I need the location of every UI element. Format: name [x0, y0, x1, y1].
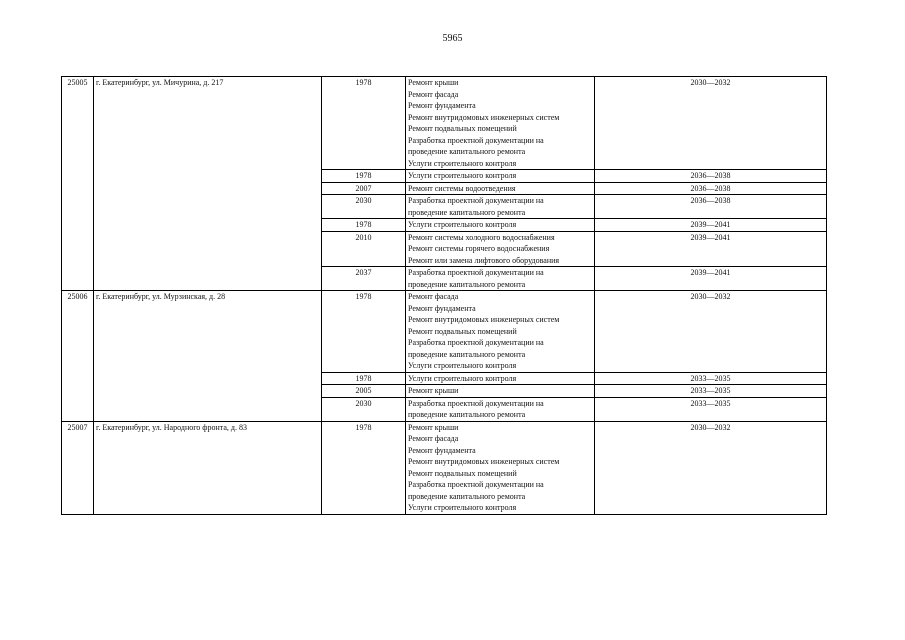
work-types: Услуги строительного контроля [406, 170, 595, 183]
commission-year: 2037 [322, 267, 406, 291]
work-types: Услуги строительного контроля [406, 219, 595, 232]
repair-period: 2033—2035 [595, 372, 827, 385]
building-address: г. Екатеринбург, ул. Мурзинская, д. 28 [94, 291, 322, 422]
table-row [62, 291, 827, 373]
commission-year: 1978 [322, 291, 406, 373]
work-types: Ремонт крыши Ремонт фасада Ремонт фундамента Ремонт внутридомовых инженерных систем Ремонт подвальных помещений Разработка проектной документации на проведение капитального ремонта Услуги строительного контроля [406, 421, 595, 514]
work-types: Разработка проектной документации на проведение капитального ремонта [406, 267, 595, 291]
commission-year: 2005 [322, 385, 406, 398]
building-number: 25006 [62, 291, 94, 422]
work-types: Ремонт крыши [406, 385, 595, 398]
repair-period: 2036—2038 [595, 195, 827, 219]
page-number: 5965 [442, 33, 463, 44]
building-address: г. Екатеринбург, ул. Народного фронта, д. 83 [94, 421, 322, 514]
work-types: Ремонт системы холодного водоснабжения Ремонт системы горячего водоснабжения Ремонт или замена лифтового оборудования [406, 231, 595, 267]
repair-period: 2030—2032 [595, 291, 827, 373]
commission-year: 2007 [322, 182, 406, 195]
commission-year: 1978 [322, 219, 406, 232]
commission-year: 2030 [322, 195, 406, 219]
repair-schedule-table [61, 76, 827, 515]
repair-period: 2039—2041 [595, 219, 827, 232]
commission-year: 1978 [322, 170, 406, 183]
table-row [62, 421, 827, 514]
repair-period: 2030—2032 [595, 421, 827, 514]
commission-year: 1978 [322, 372, 406, 385]
table-row [62, 77, 827, 170]
repair-period: 2036—2038 [595, 182, 827, 195]
repair-period: 2033—2035 [595, 385, 827, 398]
building-address: г. Екатеринбург, ул. Мичурина, д. 217 [94, 77, 322, 291]
commission-year: 2010 [322, 231, 406, 267]
work-types: Ремонт крыши Ремонт фасада Ремонт фундамента Ремонт внутридомовых инженерных систем Ремонт подвальных помещений Разработка проектной документации на проведение капитального ремонта Услуги строительного контроля [406, 77, 595, 170]
repair-period: 2039—2041 [595, 267, 827, 291]
repair-period: 2033—2035 [595, 397, 827, 421]
repair-period: 2039—2041 [595, 231, 827, 267]
repair-period: 2036—2038 [595, 170, 827, 183]
work-types: Ремонт системы водоотведения [406, 182, 595, 195]
work-types: Ремонт фасада Ремонт фундамента Ремонт внутридомовых инженерных систем Ремонт подвальных помещений Разработка проектной документации на проведение капитального ремонта Услуги строительного контроля [406, 291, 595, 373]
commission-year: 2030 [322, 397, 406, 421]
commission-year: 1978 [322, 421, 406, 514]
work-types: Услуги строительного контроля [406, 372, 595, 385]
building-number: 25005 [62, 77, 94, 291]
commission-year: 1978 [322, 77, 406, 170]
work-types: Разработка проектной документации на проведение капитального ремонта [406, 397, 595, 421]
work-types: Разработка проектной документации на проведение капитального ремонта [406, 195, 595, 219]
repair-period: 2030—2032 [595, 77, 827, 170]
building-number: 25007 [62, 421, 94, 514]
